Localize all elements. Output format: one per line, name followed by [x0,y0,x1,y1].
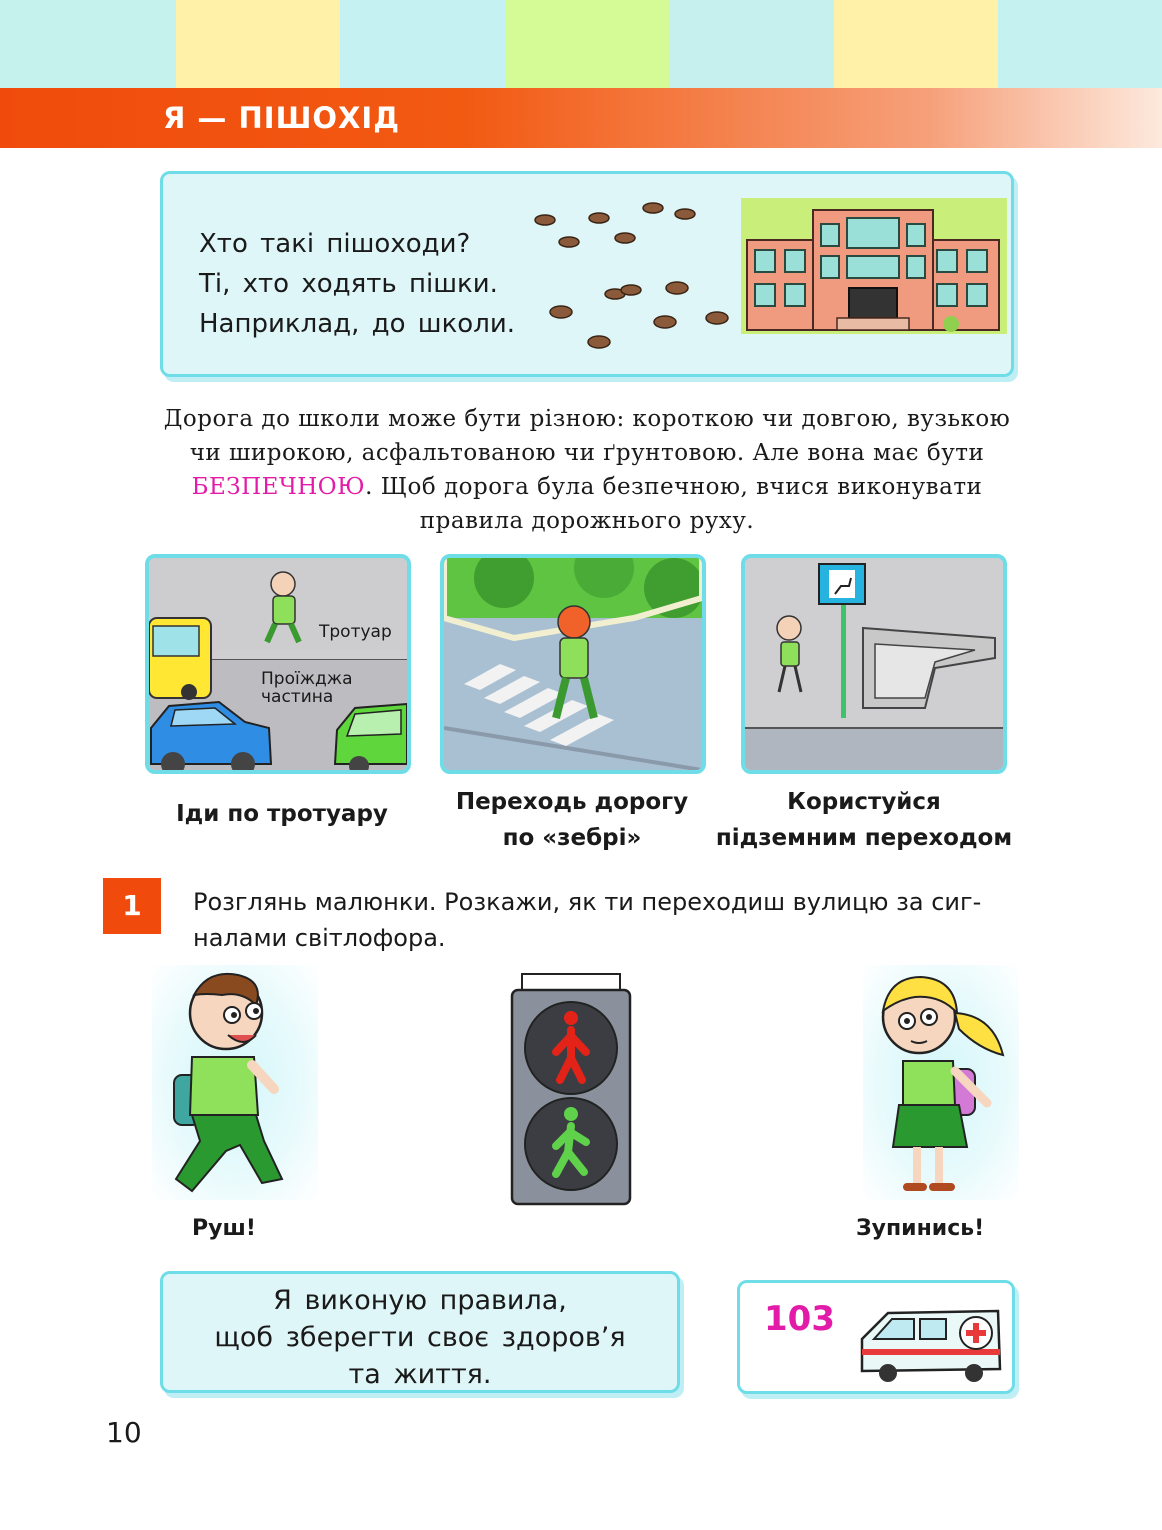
intro-text [199,224,515,344]
stripe [998,0,1162,88]
caption-line: підземним переходом [715,825,1013,851]
picture-underpass [741,554,1007,774]
caption-zebra [432,784,712,856]
title-bar [0,88,1162,148]
traffic-light-illustration [510,972,632,1210]
footprints-illustration [531,200,741,360]
standing-girl-illustration [863,965,1019,1200]
stripe [505,0,669,88]
caption-line: Іди по тротуару [176,801,388,827]
walking-boy-illustration [152,965,318,1200]
rule-box [160,1271,680,1393]
task-line: налами світлофора. [193,924,446,952]
go-label: Руш! [192,1216,256,1241]
picture-sidewalk [145,554,411,774]
ambulance-icon [858,1303,1004,1383]
sidewalk-illustration [149,558,407,770]
sidewalk-label: Тротуар [319,622,392,642]
rule-line: та життя. [348,1359,492,1390]
header-stripes [0,0,1162,88]
intro-box [160,171,1014,377]
zebra-crossing-illustration [444,558,702,770]
caption-line: Переходь дорогу [455,789,689,815]
page-title: Я — ПІШОХІД [163,101,401,135]
task-number: 1 [103,878,161,934]
rule-line: щоб зберегти своє здоров’я [214,1322,626,1353]
paragraph-text-end: . Щоб дорога була безпечною, вчися виконувати правила дорожнього руху. [365,474,983,534]
caption-underpass [700,784,1028,856]
intro-paragraph [163,402,1011,538]
paragraph-text: Дорога до школи може бути різною: короткою чи довгою, вузькою чи широкою, асфальтованою чи ґрунтовою. Але вона має бути [163,406,1011,466]
caption-sidewalk [145,796,419,832]
caption-line: Користуйся [787,789,941,815]
intro-line: Ті, хто ходять пішки. [199,269,498,299]
stop-label: Зупинись! [856,1216,985,1241]
emergency-number: 103 [764,1299,835,1339]
rule-line: Я виконую правила, [273,1285,567,1316]
roadway-label-line: частина [261,687,334,707]
stripe [176,0,340,88]
stripe [834,0,998,88]
paragraph-highlight: БЕЗПЕЧНОЮ [191,474,366,500]
underpass-illustration [745,558,1003,770]
roadway-label [261,670,353,706]
intro-line: Наприклад, до школи. [199,309,515,339]
task-line: Розглянь малюнки. Розкажи, як ти переходиш вулицю за сиг- [193,888,982,916]
stripe [340,0,505,88]
task-text [193,884,1013,956]
rule-text [163,1282,677,1393]
picture-zebra [440,554,706,774]
roadway-label-line: Проїжджа [261,669,353,689]
stripe [0,0,176,88]
caption-line: по «зебрі» [502,825,642,851]
school-illustration [741,198,1007,334]
emergency-box [737,1280,1015,1394]
stripe [669,0,834,88]
page-number: 10 [106,1416,142,1449]
intro-line: Хто такі пішоходи? [199,229,471,259]
